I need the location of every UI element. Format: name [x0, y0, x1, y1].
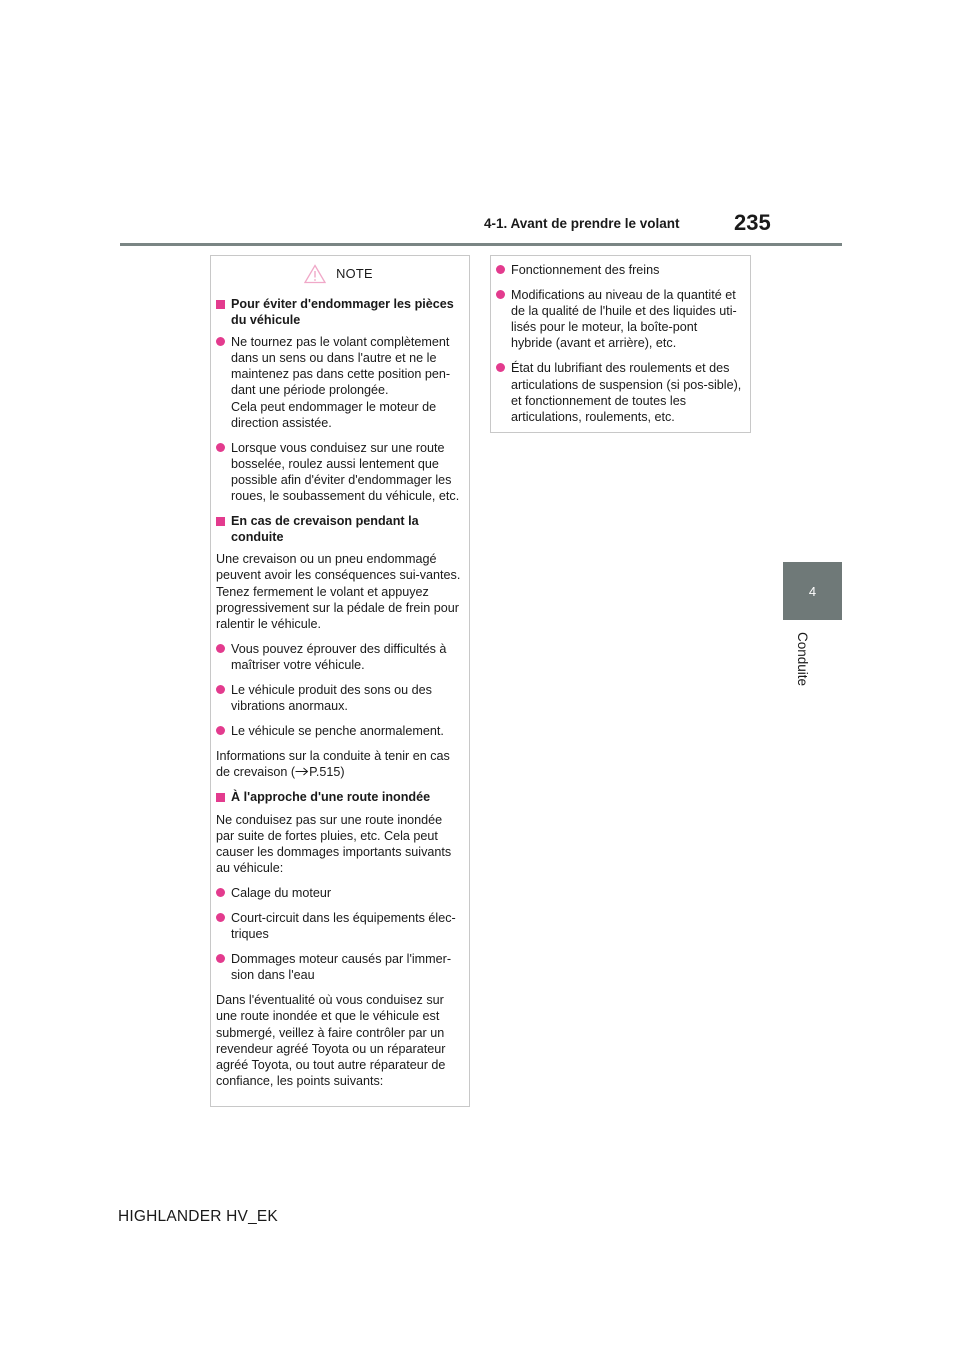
chapter-tab — [783, 562, 842, 620]
subheading: À l'approche d'une route inondée — [216, 789, 461, 805]
list-item: Ne tournez pas le volant complètement dans un sens ou dans l'autre et ne le maintenez pas dans cette position pen-dant une période prolongée. Cela peut endommager le moteur de direction assistée. — [216, 334, 461, 431]
circle-bullet-icon — [216, 644, 225, 653]
circle-bullet-icon — [216, 913, 225, 922]
list-item: Le véhicule produit des sons ou des vibrations anormaux. — [216, 682, 461, 714]
chapter-number: 4 — [808, 583, 817, 599]
note-box-left — [210, 255, 470, 1107]
note-box-right — [490, 255, 751, 433]
header-rule — [120, 243, 842, 246]
list-item: Court-circuit dans les équipements élec-triques — [216, 910, 461, 942]
arrow-right-icon — [295, 767, 309, 776]
circle-bullet-icon — [496, 363, 505, 372]
circle-bullet-icon — [496, 265, 505, 274]
paragraph: Ne conduisez pas sur une route inondée par suite de fortes pluies, etc. Cela peut causer les dommages importants suivants au véhicule: — [216, 812, 452, 875]
page-reference-link[interactable]: P.515) — [309, 765, 345, 780]
list-item: Lorsque vous conduisez sur une route bosselée, roulez aussi lentement que possible afin d'éviter d'endommager les roues, le soubassement du véhicule, etc. — [216, 440, 461, 504]
section-title: 4-1. Avant de prendre le volant — [484, 216, 680, 231]
circle-bullet-icon — [216, 726, 225, 735]
circle-bullet-icon — [216, 954, 225, 963]
list-item: État du lubrifiant des roulements et des articulations de suspension (si pos-sible), et fonctionnement de toutes les articulations, roulements, etc. — [496, 360, 742, 424]
list-item: Calage du moteur — [216, 885, 461, 901]
note-header — [216, 262, 461, 286]
footer-model-name: HIGHLANDER HV_EK — [118, 1208, 278, 1225]
warning-triangle-icon — [304, 264, 326, 284]
list-item: Vous pouvez éprouver des difficultés à maîtriser votre véhicule. — [216, 641, 461, 673]
list-item: Fonctionnement des freins — [496, 262, 742, 278]
circle-bullet-icon — [216, 443, 225, 452]
subheading: En cas de crevaison pendant la conduite — [216, 513, 461, 545]
square-bullet-icon — [216, 793, 225, 802]
circle-bullet-icon — [216, 888, 225, 897]
list-item: Le véhicule se penche anormalement. — [216, 723, 461, 739]
paragraph: Une crevaison ou un pneu endommagé peuvent avoir les conséquences sui-vantes. Tenez fermement le volant et appuyez progressivement sur la pédale de frein pour ralentir le véhicule. — [216, 552, 461, 631]
circle-bullet-icon — [216, 685, 225, 694]
chapter-label: Conduite — [795, 632, 810, 687]
list-item: Modifications au niveau de la quantité et de la qualité de l'huile et des liquides uti-lisés pour le moteur, la boîte-pont hybride (avant et arrière), etc. — [496, 287, 742, 351]
list-item: Dommages moteur causés par l'immer-sion dans l'eau — [216, 951, 461, 983]
circle-bullet-icon — [496, 290, 505, 299]
circle-bullet-icon — [216, 337, 225, 346]
subheading: Pour éviter d'endommager les pièces du véhicule — [216, 296, 461, 328]
square-bullet-icon — [216, 517, 225, 526]
paragraph: Dans l'éventualité où vous conduisez sur une route inondée et que le véhicule est submergé, veillez à faire contrôler par un revendeur agréé Toyota ou un réparateur agréé Toyota, ou tout autre réparateur de confiance, les points suivants: — [216, 993, 446, 1088]
note-label: NOTE — [336, 265, 373, 281]
square-bullet-icon — [216, 300, 225, 309]
paragraph: Informations sur la conduite à tenir en cas de crevaison ( P.515) — [216, 749, 450, 780]
page-number: 235 — [734, 210, 771, 235]
